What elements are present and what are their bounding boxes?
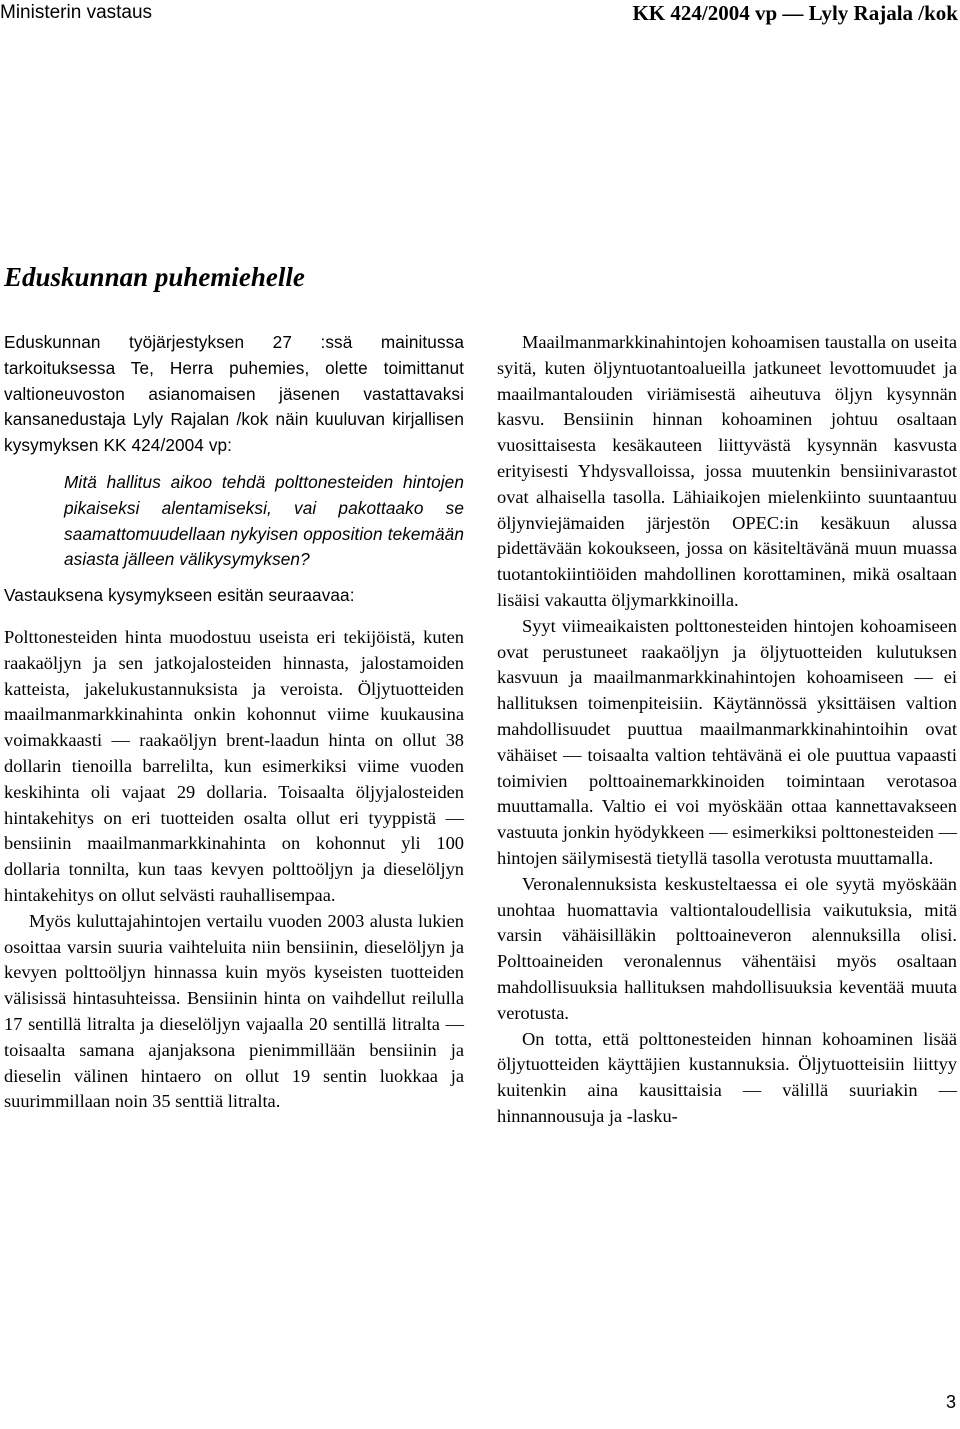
answer-intro: Vastauksena kysymykseen esitän seuraavaa: [4,585,355,606]
page-number: 3 [945,1392,956,1412]
answer-paragraph-5: Veronalennuksista keskusteltaessa ei ole syytä myöskään unohtaa huomattavia valtiontaloudellisia vaikutuksia, mitä varsin vähäisilläkin polttoaineveron alennuksilla olisi. Polttoaineiden veronalennus vähentäisi myös osaltaan mahdollisuuksia hallituksen mahdollisuuksia keventää muuta verotusta. [497,873,957,1023]
left-column [4,330,464,1115]
intro-paragraph: Eduskunnan työjärjestyksen 27 :ssä mainitussa tarkoituksessa Te, Herra puhemies, olette toimittanut valtioneuvoston asianomaisen jäsenen vastattavaksi kansanedustaja Lyly Rajalan /kok näin kuuluvan kirjallisen kysymyksen KK 424/2004 vp: [4,332,464,456]
running-header-left: Ministerin vastaus [0,2,153,23]
running-header-right: KK 424/2004 vp — Lyly Rajala /kok [632,1,958,25]
answer-paragraph-2: Myös kuluttajahintojen vertailu vuoden 2003 alusta lukien osoittaa varsin suuria vaihteluita niin bensiinin, dieselöljyn ja kevyen polttoöljyn hinnassa kuin myös kyseisten tuotteiden välisissä hintasuhteissa. Bensiinin hinta on vaihdellut reilulla 17 sentillä litralta ja dieselöljyn vajaalla 20 sentillä litralta — toisaalta samana ajanjaksona pienimmillään bensiinin ja dieselin välinen hintaero on ollut 19 sentin luokkaa ja suurimmillaan noin 35 senttiä litralta. [4,910,464,1112]
right-column [497,330,957,1130]
answer-paragraph-6: On totta, että polttonesteiden hinnan kohoaminen lisää öljytuotteiden käyttäjien kustannuksia. Öljytuotteisiin liittyy kuitenkin aina kausittaisia — välillä suuriakin — hinnannousuja ja -lasku- [497,1028,957,1126]
page-heading: Eduskunnan puhemiehelle [4,262,305,292]
answer-paragraph-4: Syyt viimeaikaisten polttonesteiden hintojen kohoamiseen ovat perustuneet raakaöljyn ja öljytuotteiden kulutuksen kasvuun ja maailmanmarkkinahintojen kohoamiseen — ei hallituksen toimenpiteisiin. Käytännössä yksittäisen valtion mahdollisuudet puuttua maailmanmarkkinahintoihin ovat vähäiset — toisaalta valtion tehtävänä ei ole puuttua vapaasti toimivien polttoainemarkkinoiden toimintaan verotasoa muuttamalla. Valtio ei voi myöskään ottaa kannettavakseen vastuuta jonkin hyödykkeen — esimerkiksi polttonesteiden — hintojen säilymisestä tietyllä tasolla verotusta muuttamalla. [497,615,957,868]
answer-paragraph-1: Polttonesteiden hinta muodostuu useista eri tekijöistä, kuten raakaöljyn ja sen jatkojalosteiden hinnasta, jalostamoiden katteista, jakelukustannuksista ja veroista. Öljytuotteiden maailmanmarkkinahinta onkin kohonnut viime kuukausina voimakkaasti — raakaöljyn brent-laadun hinta on ollut 38 dollarin tienoilla barrelilta, kun esimerkiksi viime vuoden keskihinta oli vajaat 29 dollaria. Toisaalta öljyjalosteiden hintakehitys on eri tuotteiden osalta ollut eri tyyppistä — bensiinin maailmanmarkkinahinta on kohonnut yli 100 dollaria tonnilta, kun taas kevyen polttoöljyn ja dieselöljyn hintakehitys on ollut selvästi rauhallisempaa. [4,626,464,905]
answer-paragraph-3: Maailmanmarkkinahintojen kohoamisen taustalla on useita syitä, kuten öljyntuotantoalueilla jatkuneet levottomuudet ja maailmantalouden viriämisestä aiheutuva öljyn kysynnän kasvu. Bensiinin hinnan kohoaminen johtuu osaltaan vuosittaisesta kesäkauteen liittyvästä kysynnän kasvusta erityisesti Yhdysvalloissa, jossa muutenkin bensiinivarastot ovat alhaisella tasolla. Lähiaikojen mielenkiinto suuntaantuu öljynviejämaiden järjestön OPEC:in kesäkuun alussa pidettävään kokoukseen, jossa on käsiteltävänä muun muassa tuotantokiintiöiden mahdollinen korottaminen, mikä osaltaan lisäisi vakautta öljymarkkinoilla. [497,332,957,610]
question-quote: Mitä hallitus aikoo tehdä polttonesteiden hintojen pikaiseksi alentamiseksi, vai pakottaako se saamattomuudellaan nykyisen opposition tekemään asiasta jälleen välikysymyksen? [64,471,464,570]
